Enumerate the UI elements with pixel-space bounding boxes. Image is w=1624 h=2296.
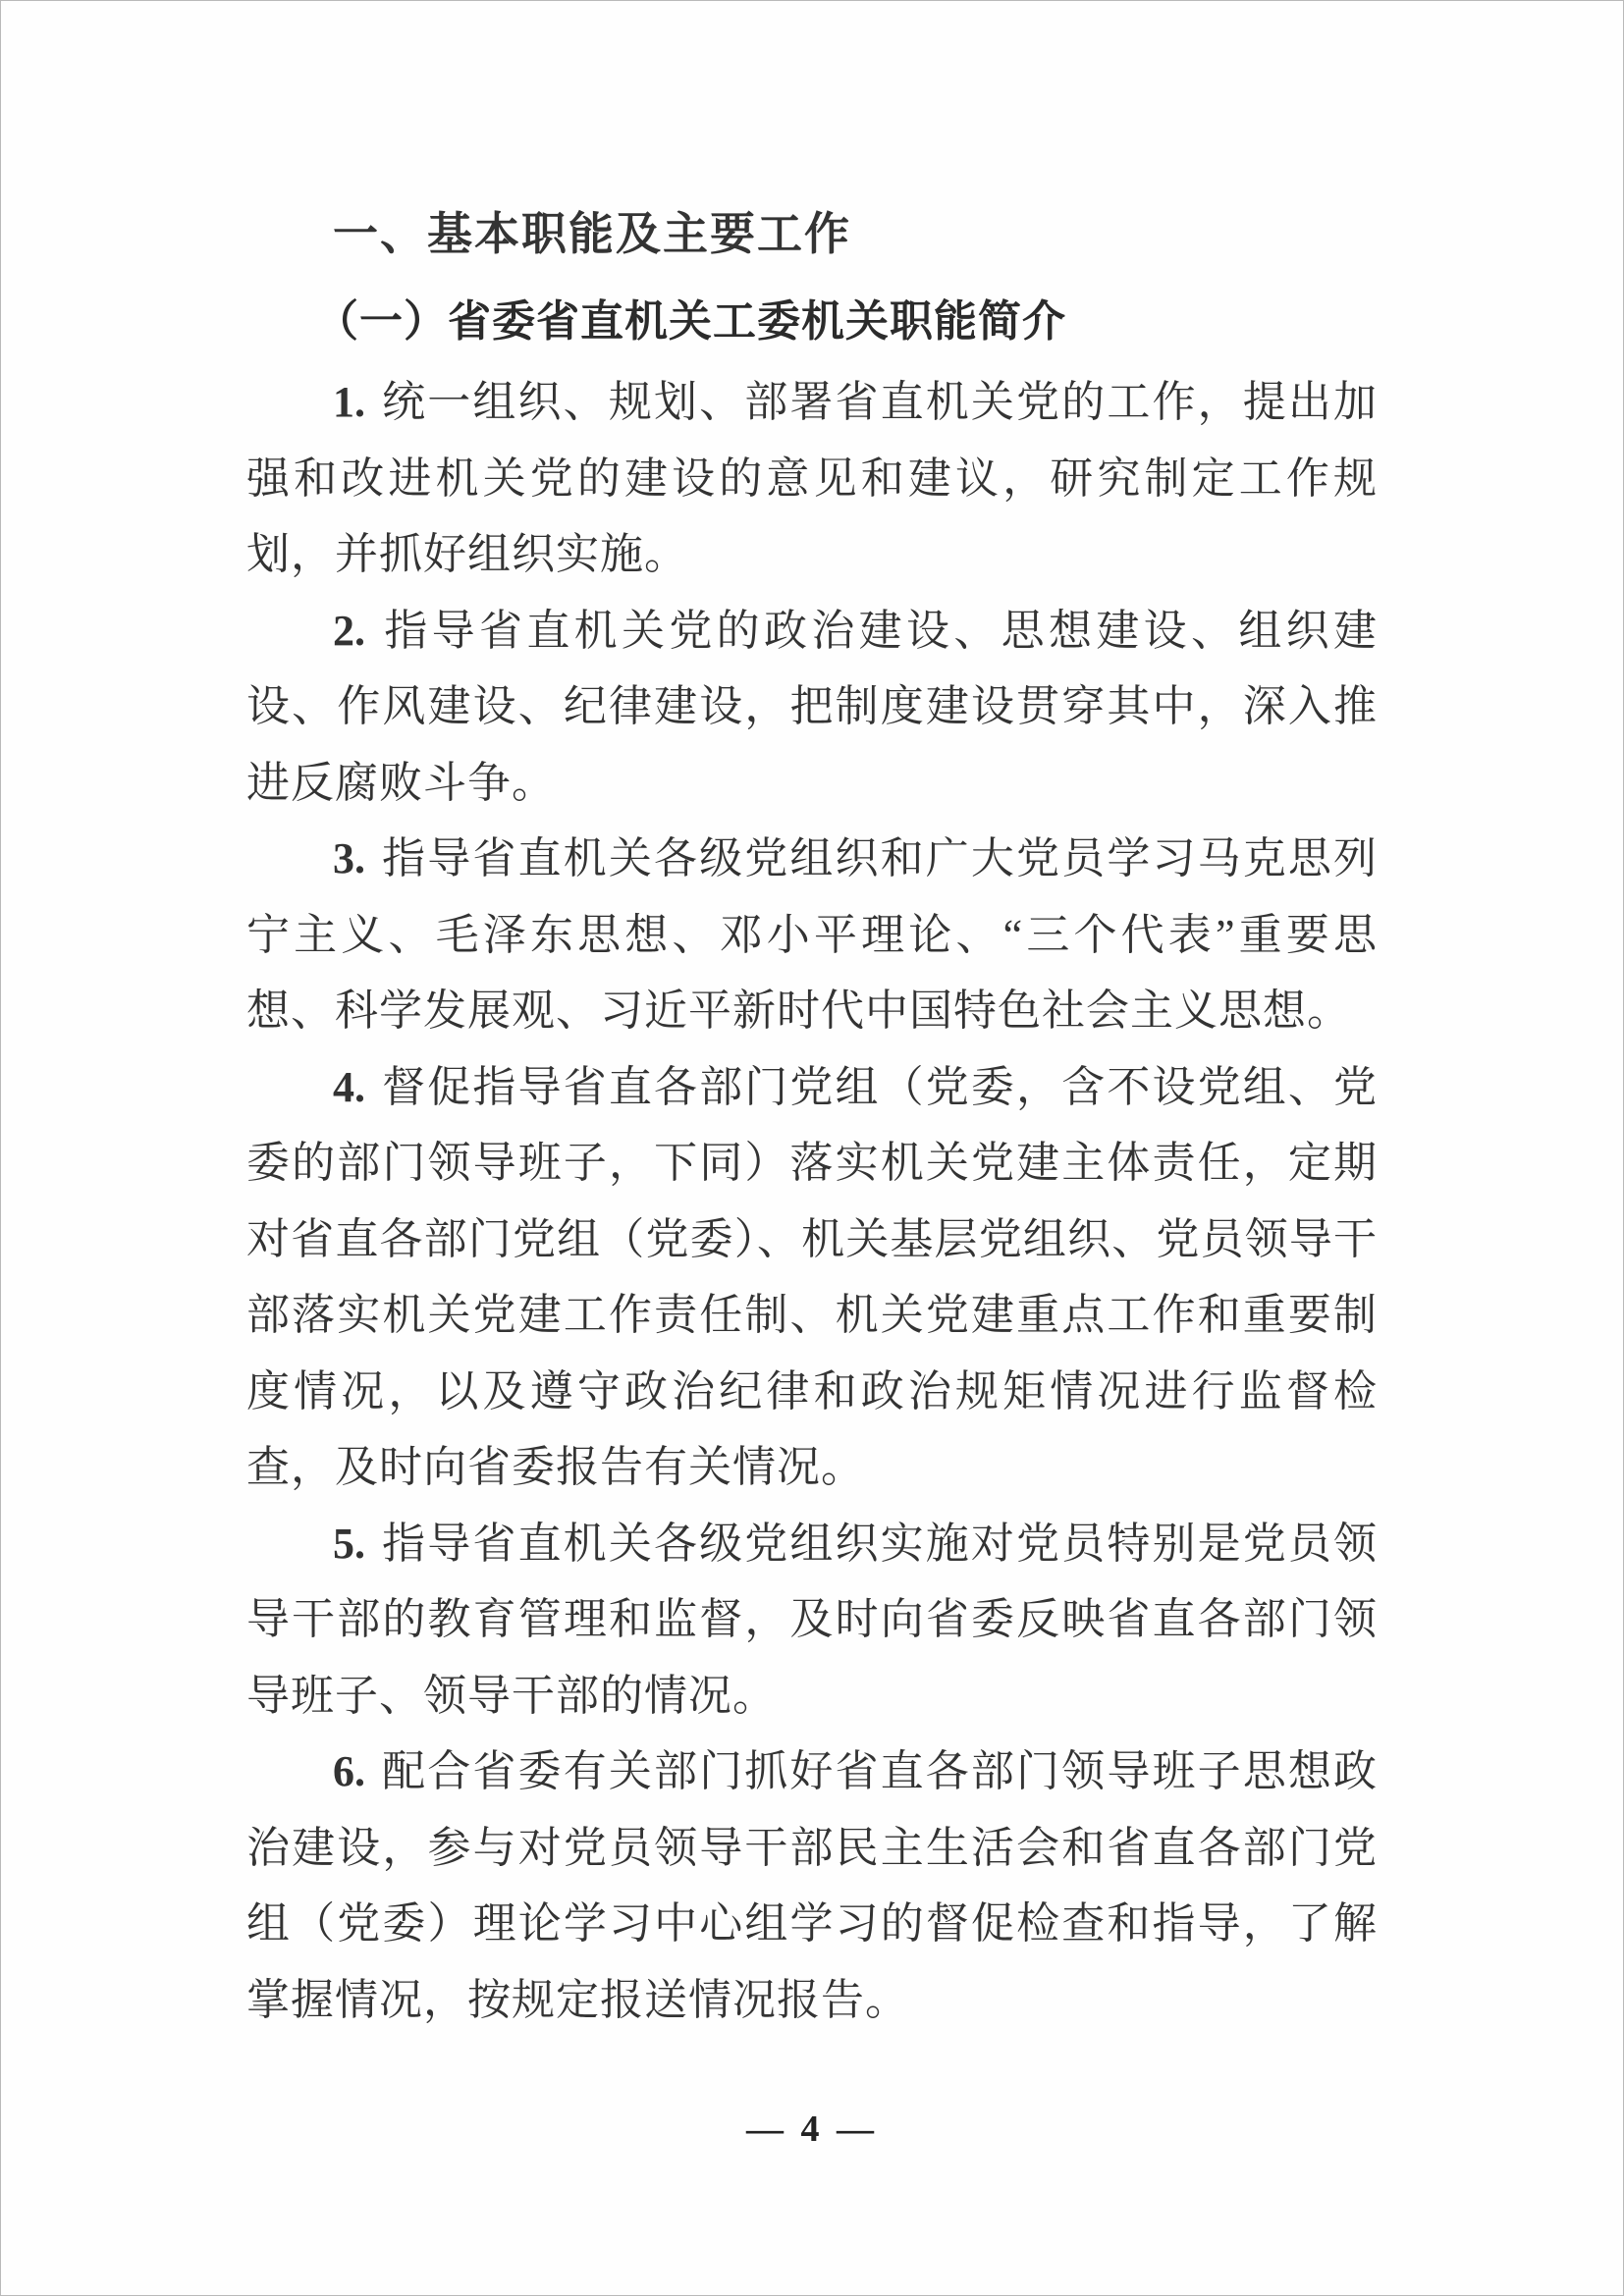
paragraph <box>246 1049 1378 1506</box>
text-column <box>246 1 1378 2038</box>
paragraph-number: 4. <box>333 1062 365 1111</box>
paragraph-text: 统一组织、规划、部署省直机关党的工作，提出加强和改进机关党的建设的意见和建议，研究制定工作规划，并抓好组织实施。 <box>246 378 1378 578</box>
paragraph-number: 3. <box>333 834 365 882</box>
paragraph-number: 5. <box>333 1519 365 1568</box>
paragraph-number: 2. <box>333 606 365 655</box>
paragraph <box>246 364 1378 593</box>
paragraph-text: 督促指导省直各部门党组（党委，含不设党组、党委的部门领导班子，下同）落实机关党建主体责任，定期对省直各部门党组（党委）、机关基层党组织、党员领导干部落实机关党建工作责任制、机关党建重点工作和重要制度情况，以及遵守政治纪律和政治规矩情况进行监督检查，及时向省委报告有关情况。 <box>246 1062 1378 1491</box>
paragraph-text: 指导省直机关党的政治建设、思想建设、组织建设、作风建设、纪律建设，把制度建设贯穿其中，深入推进反腐败斗争。 <box>246 606 1378 807</box>
paragraph <box>246 1506 1378 1735</box>
paragraph-number: 6. <box>333 1747 365 1795</box>
paragraph-text: 指导省直机关各级党组织实施对党员特别是党员领导干部的教育管理和监督，及时向省委反映省直各部门领导班子、领导干部的情况。 <box>246 1519 1378 1720</box>
paragraph-text: 配合省委有关部门抓好省直各部门领导班子思想政治建设，参与对党员领导干部民主生活会和省直各部门党组（党委）理论学习中心组学习的督促检查和指导，了解掌握情况，按规定报送情况报告。 <box>246 1747 1378 2024</box>
paragraph-text: 指导省直机关各级党组织和广大党员学习马克思列宁主义、毛泽东思想、邓小平理论、“三个代表”重要思想、科学发展观、习近平新时代中国特色社会主义思想。 <box>246 834 1378 1035</box>
page-number-footer: — 4 — <box>746 2109 878 2150</box>
paragraph <box>246 821 1378 1049</box>
paragraph-number: 1. <box>333 378 365 426</box>
body-text <box>246 364 1378 2038</box>
subsection-heading: （一）省委省直机关工委机关职能简介 <box>315 297 1066 346</box>
paragraph <box>246 593 1378 822</box>
paragraph <box>246 1734 1378 2038</box>
section-heading: 一、基本职能及主要工作 <box>333 208 851 259</box>
